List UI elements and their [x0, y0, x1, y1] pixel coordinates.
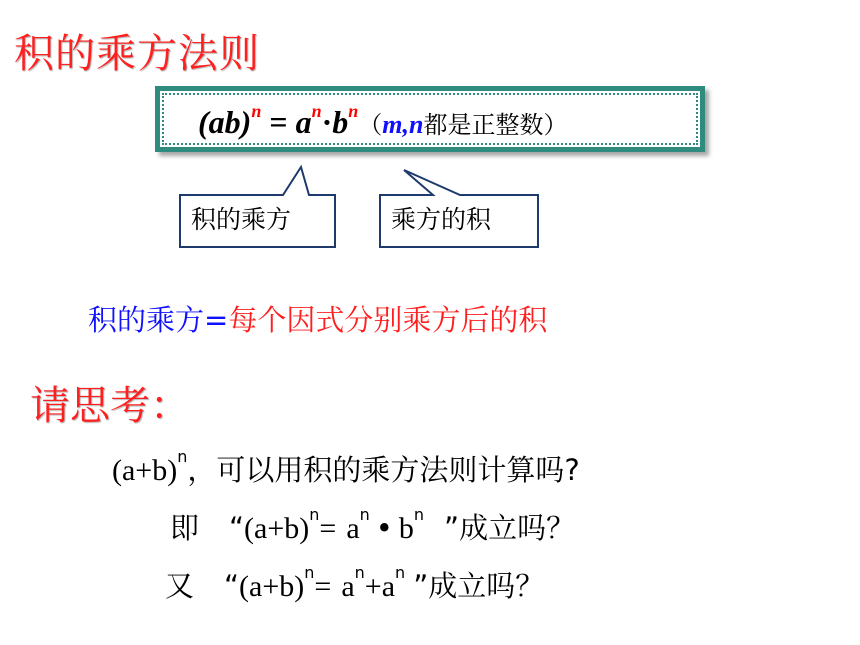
formula-b: b	[332, 104, 349, 140]
q3-equals: =	[314, 570, 332, 603]
formula-b-exponent: n	[348, 101, 359, 121]
q1-text: ，可以用积的乘方法则计算吗?	[187, 453, 580, 487]
q2-open-quote: “	[229, 511, 245, 545]
callout-right-label: 乘方的积	[391, 205, 492, 234]
formula-equals: =	[261, 104, 296, 140]
q3-plus: +	[364, 570, 382, 603]
rule-left: 积的乘方=	[88, 303, 229, 337]
condition-open-paren: （	[358, 111, 383, 139]
q3-lead: 又	[165, 569, 195, 603]
q3-close-quote: ”	[413, 569, 429, 603]
q2-a-exponent: n	[359, 505, 370, 524]
q3-a1-exponent: n	[354, 563, 365, 582]
q2-expression: (a+b)	[244, 512, 310, 545]
q3-open-quote: “	[224, 569, 240, 603]
q2-lead: 即	[170, 511, 200, 545]
formula-exponent: n	[251, 101, 262, 121]
think-heading: 请思考：	[30, 383, 190, 429]
page-title: 积的乘方法则	[14, 31, 260, 77]
formula-a: a	[295, 104, 312, 140]
rule-statement	[88, 298, 547, 339]
q2-b-exponent: n	[413, 505, 425, 524]
q2-b: b	[398, 512, 414, 545]
q2-tail: 成立吗？	[459, 511, 576, 545]
question-1	[112, 448, 580, 489]
callout-left-label: 积的乘方	[191, 205, 292, 234]
q3-a2: a	[381, 570, 396, 603]
q1-exponent: n	[177, 447, 188, 466]
q2-dot: •	[375, 511, 393, 545]
q3-expression: (a+b)	[239, 570, 305, 603]
q2-a: a	[346, 512, 360, 545]
q1-expression: (a+b)	[112, 454, 178, 487]
q3-a2-exponent: n	[395, 563, 406, 582]
q3-exponent: n	[304, 563, 315, 582]
formula-dot: ·	[321, 104, 333, 140]
condition-text: 都是正整数）	[423, 111, 568, 139]
q2-exponent: n	[309, 505, 320, 524]
q2-equals: =	[319, 512, 337, 545]
q3-a1: a	[341, 570, 355, 603]
formula-a-exponent: n	[311, 101, 322, 121]
q2-close-quote: ”	[444, 511, 460, 545]
rule-right: 每个因式分别乘方后的积	[228, 303, 548, 337]
question-2	[170, 506, 575, 547]
q3-tail: 成立吗？	[428, 569, 545, 603]
formula-base: (ab)	[198, 104, 252, 140]
condition-variables: m,n	[382, 110, 424, 139]
question-3	[165, 564, 544, 605]
